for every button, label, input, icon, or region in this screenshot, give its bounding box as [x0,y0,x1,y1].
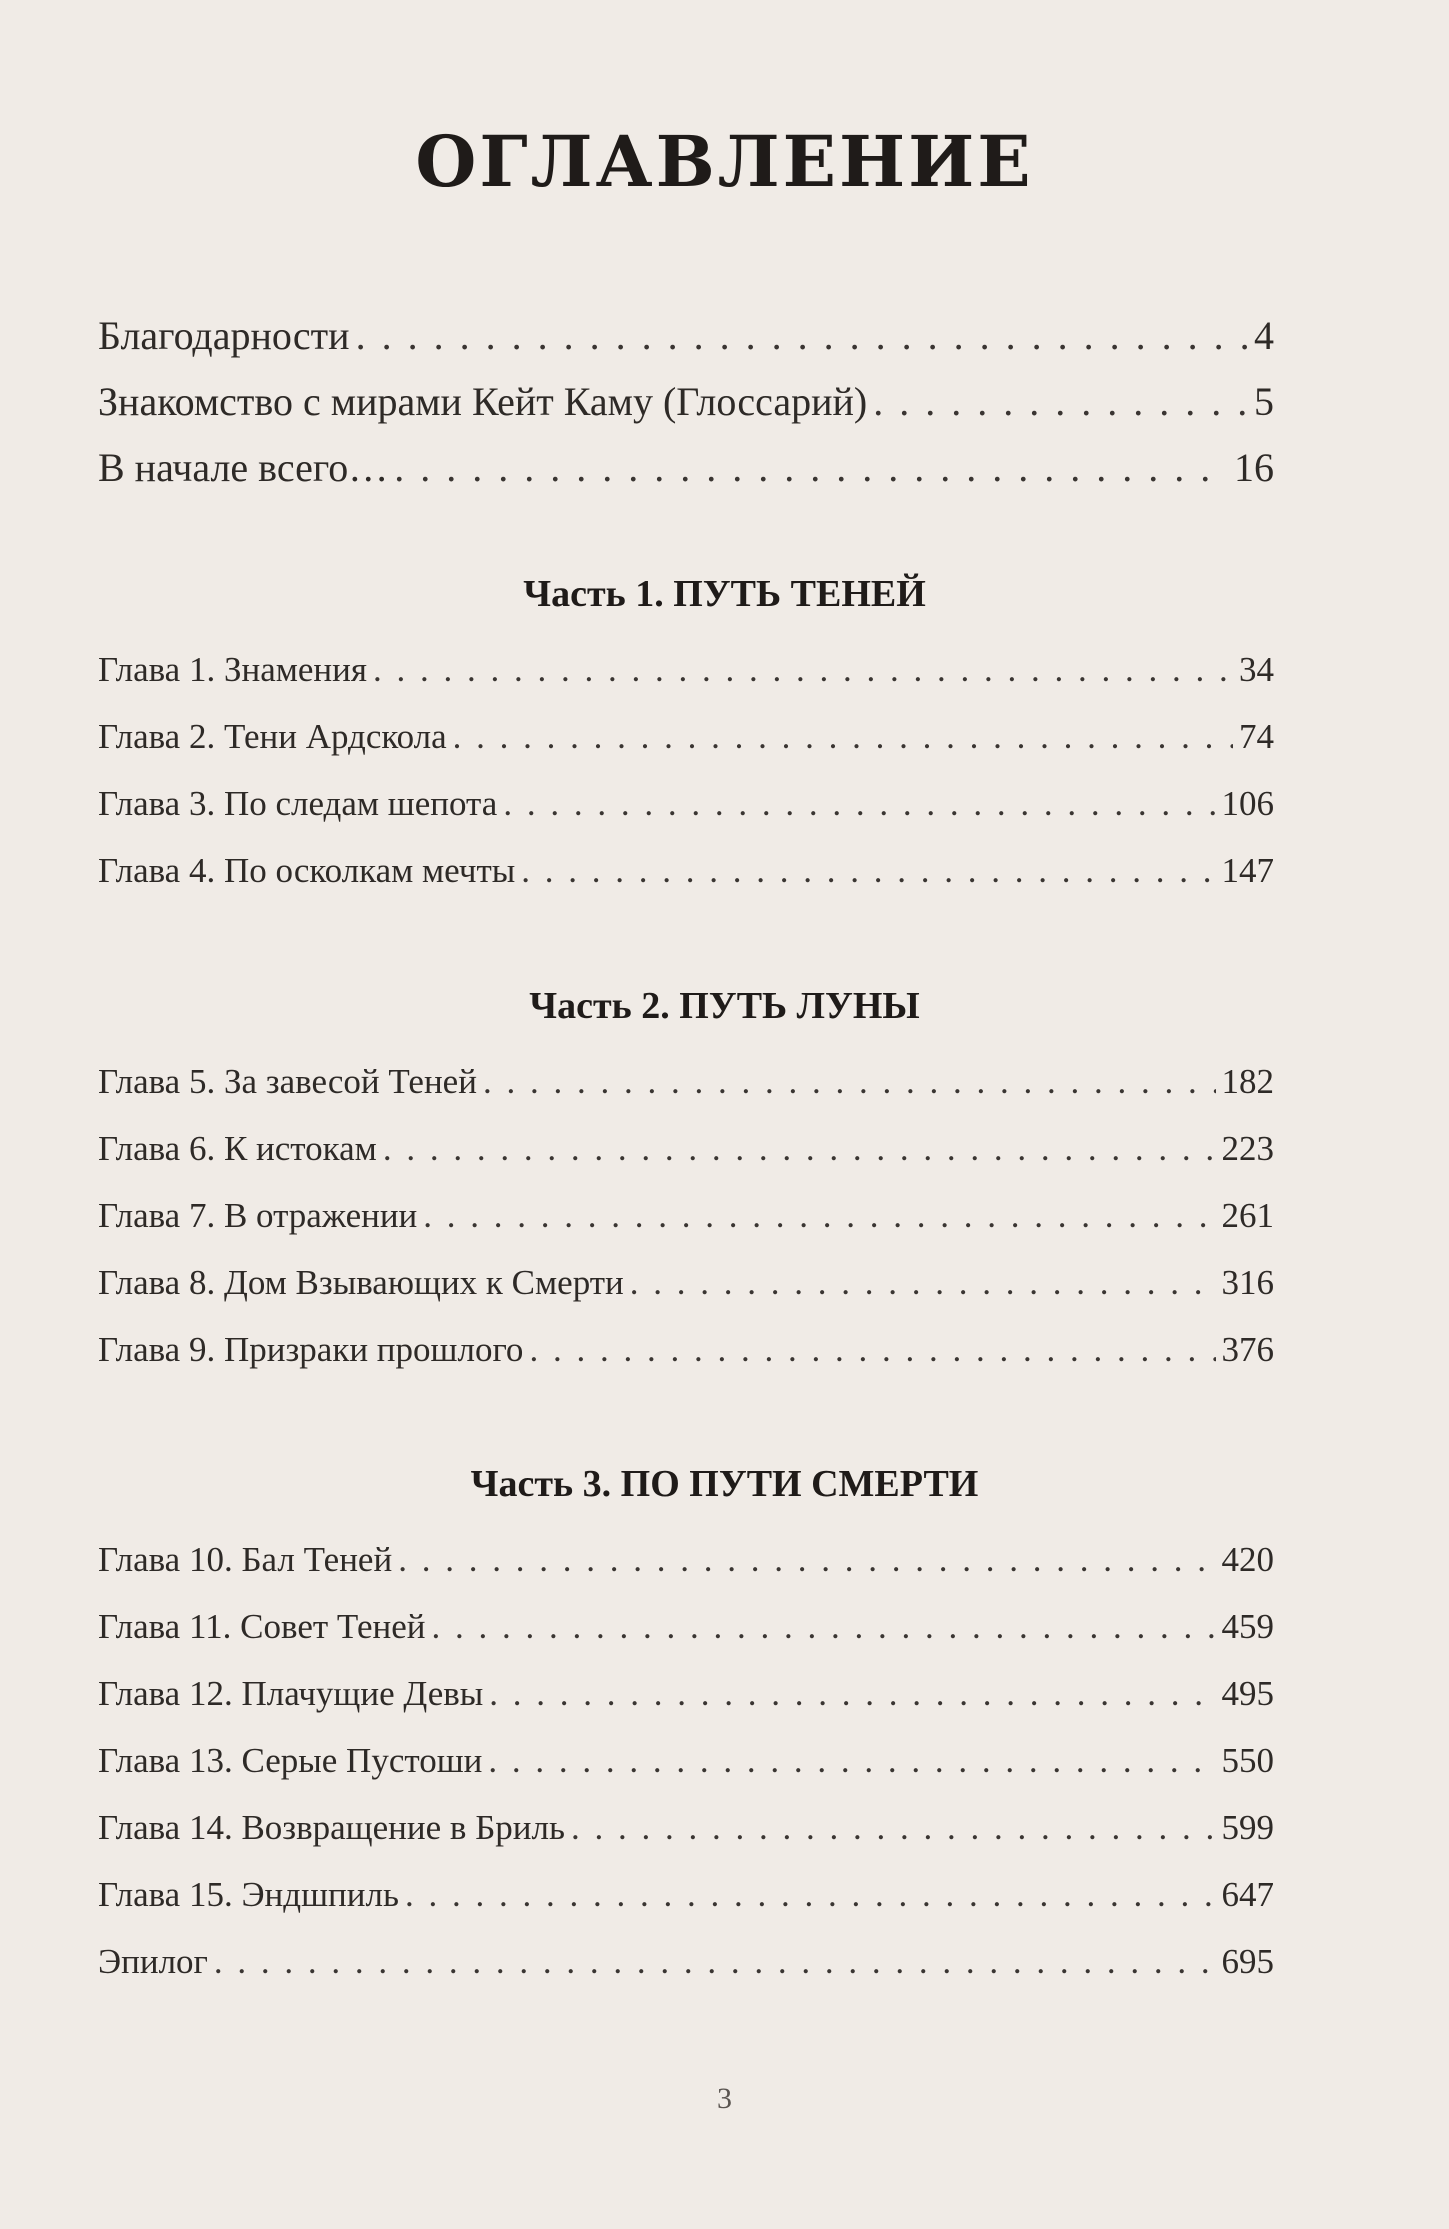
leader-dots [405,1875,1216,1915]
toc-entry-label: Глава 11. Совет Теней [98,1607,426,1646]
part-heading: Часть 1. ПУТЬ ТЕНЕЙ [523,573,926,615]
toc-entry-label: Глава 14. Возвращение в Бриль [98,1808,565,1847]
toc-entry-page: 4 [1254,313,1274,358]
leader-dots [423,1196,1215,1236]
toc-entry-page: 261 [1221,1196,1274,1235]
toc-entry [98,1129,1274,1196]
toc-entry [98,1808,1274,1875]
toc-entry [98,312,1274,378]
toc-entry [98,784,1274,851]
toc-entry [98,1540,1274,1607]
toc-entry-page: 495 [1221,1674,1274,1713]
intro-list [98,312,1274,510]
toc-entry-label: Глава 5. За завесой Теней [98,1062,477,1101]
leader-dots [214,1942,1216,1982]
toc-entry-label: В начале всего… [98,445,389,490]
leader-dots [383,1129,1216,1169]
toc-entry-page: 459 [1221,1607,1274,1646]
toc-entry-label: Знакомство с мирами Кейт Каму (Глоссарий) [98,379,868,424]
toc-entry [98,717,1274,784]
leader-dots [571,1808,1216,1848]
toc-entry [98,1330,1274,1397]
toc-entry [98,1196,1274,1263]
toc-entry-page: 147 [1221,851,1274,890]
toc-entry-page: 106 [1221,784,1274,823]
toc-entry [98,1263,1274,1330]
leader-dots [483,1062,1216,1102]
toc-entry [98,1607,1274,1674]
leader-dots [431,1607,1215,1647]
leader-dots [453,717,1233,757]
toc-entry [98,1875,1274,1942]
leader-dots [356,312,1248,359]
toc-entry-page: 16 [1234,445,1274,490]
toc-entry-label: Глава 4. По осколкам мечты [98,851,516,890]
toc-entry [98,1741,1274,1808]
toc-entry-page: 376 [1221,1330,1274,1369]
toc-entry-page: 34 [1239,650,1274,689]
leader-dots [873,378,1248,425]
toc-entry [98,851,1274,918]
toc-entry [98,444,1274,510]
toc-entry-label: Глава 2. Тени Ардскола [98,717,447,756]
toc-entry-page: 695 [1221,1942,1274,1981]
toc-entry-label: Глава 10. Бал Теней [98,1540,393,1579]
part-heading: Часть 2. ПУТЬ ЛУНЫ [529,985,920,1027]
toc-entry-label: Благодарности [98,313,350,358]
page-title: ОГЛАВЛЕНИЕ [415,120,1034,203]
part-1-chapters [98,650,1274,918]
toc-entry [98,1674,1274,1741]
toc-entry-page: 182 [1221,1062,1274,1101]
toc-entry [98,650,1274,717]
leader-dots [630,1263,1216,1303]
leader-dots [503,784,1215,824]
toc-entry-label: Глава 13. Серые Пустоши [98,1741,483,1780]
page-number: 3 [717,2082,732,2115]
toc-entry-label: Глава 7. В отражении [98,1196,418,1235]
toc-entry-label: Глава 8. Дом Взывающих к Смерти [98,1263,624,1302]
toc-entry-page: 223 [1221,1129,1274,1168]
toc-entry [98,1942,1274,2009]
toc-entry-label: Глава 9. Призраки прошлого [98,1330,524,1369]
leader-dots [398,1540,1215,1580]
toc-entry-label: Глава 3. По следам шепота [98,784,498,823]
leader-dots [521,851,1215,891]
leader-dots [489,1674,1215,1714]
toc-entry-label: Глава 12. Плачущие Девы [98,1674,484,1713]
toc-entry [98,378,1274,444]
toc-entry-page: 420 [1221,1540,1274,1579]
toc-entry-page: 316 [1221,1263,1274,1302]
leader-dots [529,1330,1215,1370]
part-2-chapters [98,1062,1274,1397]
part-3-chapters [98,1540,1274,2009]
leader-dots [394,444,1228,491]
part-heading: Часть 3. ПО ПУТИ СМЕРТИ [470,1463,979,1505]
leader-dots [373,650,1233,690]
toc-entry-label: Глава 1. Знамения [98,650,367,689]
toc-entry-label: Эпилог [98,1942,208,1981]
toc-entry [98,1062,1274,1129]
toc-entry-page: 550 [1221,1741,1274,1780]
toc-entry-page: 599 [1221,1808,1274,1847]
toc-entry-page: 74 [1239,717,1274,756]
toc-entry-label: Глава 15. Эндшпиль [98,1875,399,1914]
leader-dots [488,1741,1215,1781]
toc-entry-label: Глава 6. К истокам [98,1129,377,1168]
toc-entry-page: 5 [1254,379,1274,424]
toc-entry-page: 647 [1221,1875,1274,1914]
